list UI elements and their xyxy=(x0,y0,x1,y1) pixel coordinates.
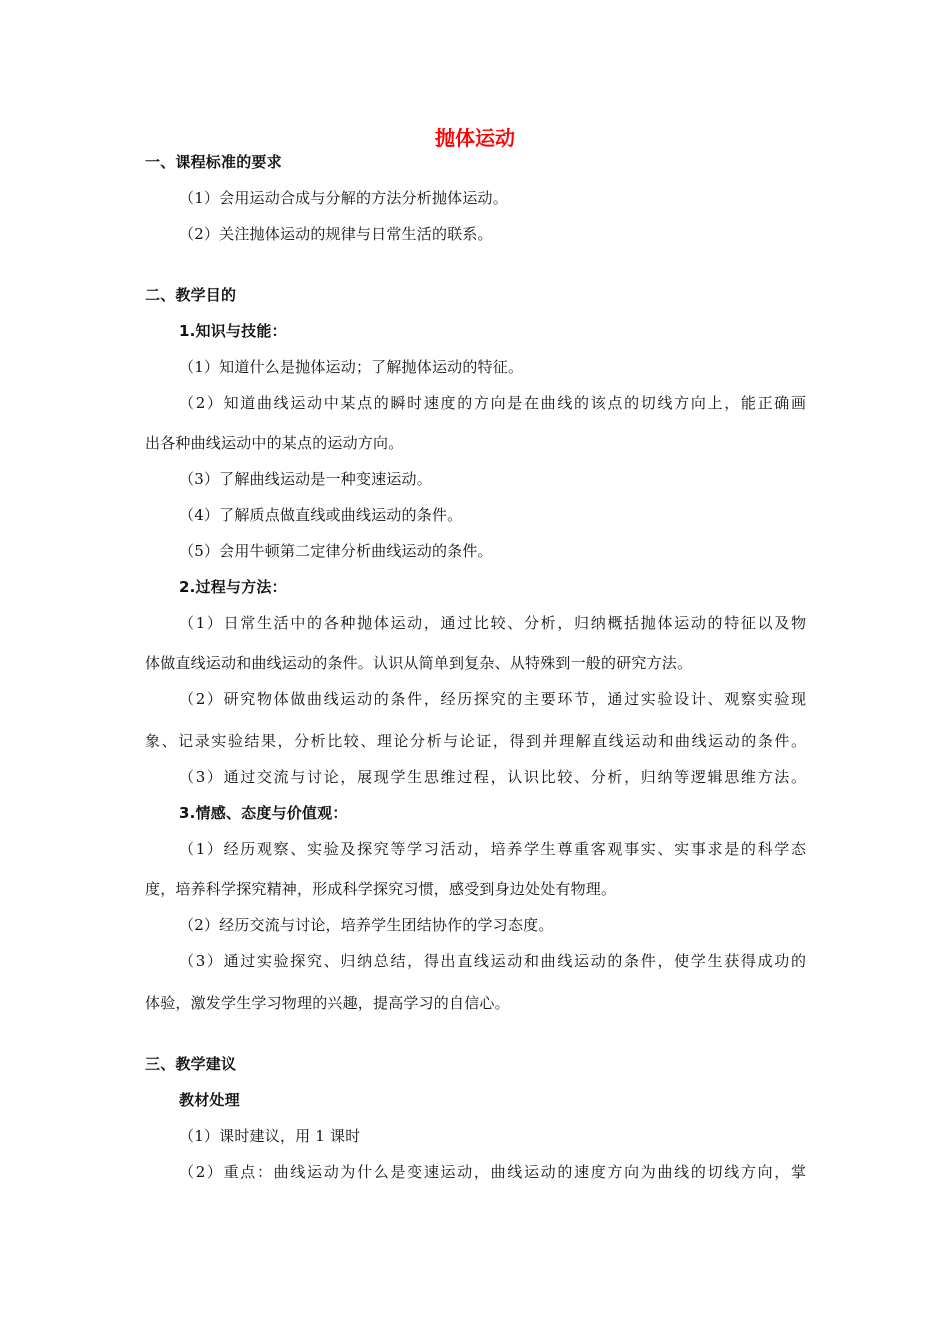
paragraph: （2）知道曲线运动中某点的瞬时速度的方向是在曲线的该点的切线方向上，能正确画 xyxy=(179,394,806,412)
subsection-heading-emotion-attitude-values: 3.情感、态度与价值观： xyxy=(179,804,348,822)
paragraph: （1）日常生活中的各种抛体运动，通过比较、分析，归纳概括抛体运动的特征以及物 xyxy=(179,614,806,632)
document-title: 抛体运动 xyxy=(435,126,515,150)
paragraph-continuation: 象、记录实验结果，分析比较、理论分析与论证，得到并理解直线运动和曲线运动的条件。 xyxy=(145,732,806,750)
paragraph: （2）经历交流与讨论，培养学生团结协作的学习态度。 xyxy=(179,916,554,934)
section-heading-teaching-suggestions: 三、教学建议 xyxy=(145,1055,237,1073)
subsection-heading-material-handling: 教材处理 xyxy=(179,1091,240,1109)
paragraph: （1）课时建议，用 1 课时 xyxy=(179,1127,361,1145)
paragraph: （2）重点：曲线运动为什么是变速运动，曲线运动的速度方向为曲线的切线方向，掌 xyxy=(179,1163,806,1181)
subsection-heading-process-methods: 2.过程与方法： xyxy=(179,578,287,596)
subsection-heading-knowledge-skills: 1.知识与技能： xyxy=(179,322,287,340)
paragraph: （5）会用牛顿第二定律分析曲线运动的条件。 xyxy=(179,542,493,560)
paragraph-continuation: 体验，激发学生学习物理的兴趣，提高学习的自信心。 xyxy=(145,994,510,1012)
paragraph: （4）了解质点做直线或曲线运动的条件。 xyxy=(179,506,463,524)
paragraph-continuation: 出各种曲线运动中的某点的运动方向。 xyxy=(145,434,404,452)
section-heading-teaching-objectives: 二、教学目的 xyxy=(145,286,237,304)
paragraph: （2）研究物体做曲线运动的条件，经历探究的主要环节，通过实验设计、观察实验现 xyxy=(179,690,806,708)
paragraph-continuation: 度，培养科学探究精神，形成科学探究习惯，感受到身边处处有物理。 xyxy=(145,880,617,898)
paragraph: （3）通过实验探究、归纳总结，得出直线运动和曲线运动的条件，使学生获得成功的 xyxy=(179,952,806,970)
section-heading-curriculum-standards: 一、课程标准的要求 xyxy=(145,153,282,171)
paragraph: （1）会用运动合成与分解的方法分析抛体运动。 xyxy=(179,189,508,207)
paragraph: （2）关注抛体运动的规律与日常生活的联系。 xyxy=(179,225,493,243)
paragraph-continuation: 体做直线运动和曲线运动的条件。认识从简单到复杂、从特殊到一般的研究方法。 xyxy=(145,654,693,672)
paragraph: （3）通过交流与讨论，展现学生思维过程，认识比较、分析，归纳等逻辑思维方法。 xyxy=(179,768,806,786)
paragraph: （1）知道什么是抛体运动；了解抛体运动的特征。 xyxy=(179,358,524,376)
paragraph: （3）了解曲线运动是一种变速运动。 xyxy=(179,470,432,488)
paragraph: （1）经历观察、实验及探究等学习活动，培养学生尊重客观事实、实事求是的科学态 xyxy=(179,840,806,858)
